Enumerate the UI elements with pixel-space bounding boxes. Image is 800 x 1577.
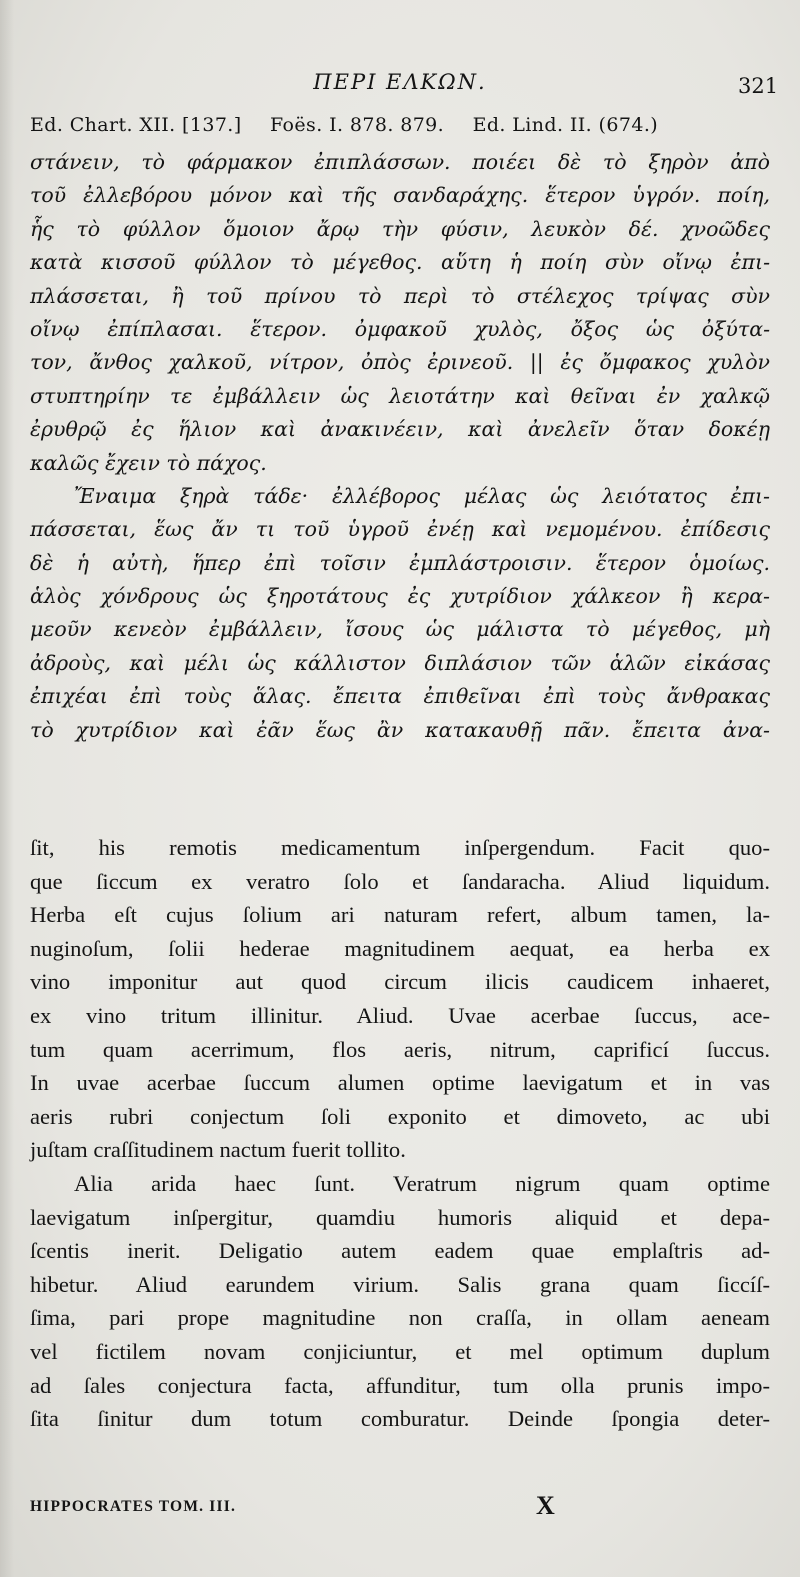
latin-line: vel fictilem novam conjiciuntur, et mel optimum duplum: [30, 1338, 770, 1364]
greek-line: τὸ χυτρίδιον καὶ ἐᾶν ἕως ἂν κατακαυθῇ πᾶν. ἔπειτα ἀνα-: [30, 717, 770, 742]
greek-line: τον, ἄνθος χαλκοῦ, νίτρον, ὀπὸς ἐρινεοῦ. || ἐς ὄμφακος χυλὸν: [30, 350, 770, 375]
latin-line: aeris rubri conjectum ſoli exponito et dimoveto, ac ubi: [30, 1103, 770, 1129]
latin-line: ex vino tritum illinitur. Aliud. Uvae acerbae ſuccus, ace-: [30, 1002, 770, 1028]
latin-line: nuginoſum, ſolii hederae magnitudinem aequat, ea herba ex: [30, 935, 770, 961]
greek-line: τοῦ ἐλλεβόρου μόνον καὶ τῆς σανδαράχης. ἕτερον ὑγρόν. ποίη,: [30, 183, 770, 208]
signature-mark: X: [536, 1491, 555, 1520]
greek-line: ἐπιχέαι ἐπὶ τοὺς ἅλας. ἔπειτα ἐπιθεῖναι ἐπὶ τοὺς ἄνθρακας: [30, 684, 770, 709]
greek-line: Ἔναιμα ξηρὰ τάδε· ἐλλέβορος μέλας ὡς λειότατος ἐπι-: [74, 483, 770, 508]
printer-signature: HIPPOCRATES TOM. III.: [30, 1498, 237, 1515]
latin-line: Alia arida haec ſunt. Veratrum nigrum quam optime: [74, 1170, 770, 1196]
edition-references: [30, 114, 770, 136]
greek-line: ἁλὸς χόνδρους ὡς ξηροτάτους ἐς χυτρίδιον χάλκεον ἢ κερα-: [30, 584, 770, 609]
latin-line: ſit, his remotis medicamentum inſpergendum. Facit quo-: [30, 835, 770, 860]
latin-line: ſcentis inerit. Deligatio autem eadem quae emplaſtris ad-: [30, 1238, 770, 1264]
greek-line: μεοῦν κενεὸν ἐμβάλλειν, ἴσους ὡς μάλιστα τὸ μέγεθος, μὴ: [30, 617, 770, 642]
greek-line: κατὰ κισσοῦ φύλλον τὸ μέγεθος. αὕτη ἡ ποίη σὺν οἴνῳ ἐπι-: [30, 250, 770, 275]
greek-line: στάνειν, τὸ φάρμακον ἐπιπλάσσων. ποιέει δὲ τὸ ξηρὸν ἀπὸ: [30, 150, 770, 174]
latin-line: hibetur. Aliud earundem virium. Salis grana quam ſiccíſ-: [30, 1271, 770, 1297]
latin-line: que ſiccum ex veratro ſolo et ſandaracha. Aliud liquidum.: [30, 868, 770, 894]
chart-edition-ref: Ed. Chart. XII. [137.]: [30, 114, 242, 136]
greek-line: δὲ ἡ αὐτὴ, ἥπερ ἐπὶ τοῖσιν ἐμπλάστροισιν. ἕτερον ὁμοίως.: [30, 550, 770, 575]
greek-line: πλάσσεται, ἢ τοῦ πρίνου τὸ περὶ τὸ στέλεχος τρίψας σὺν: [30, 283, 770, 308]
greek-line: καλῶς ἔχειν τὸ πάχος.: [30, 450, 267, 475]
running-title: ΠΕΡΙ ΕΛΚΩΝ.: [313, 70, 487, 94]
latin-line: ſima, pari prope magnitudine non craſſa, in ollam aeneam: [30, 1305, 770, 1331]
latin-line: In uvae acerbae ſuccum alumen optime laevigatum et in vas: [30, 1070, 770, 1096]
linden-edition-ref: Ed. Lind. II. (674.): [472, 114, 659, 136]
latin-line: ad ſales conjectura facta, affunditur, tum olla prunis impo-: [30, 1372, 770, 1398]
latin-line: Herba eſt cujus ſolium ari naturam refert, album tamen, la-: [30, 902, 770, 928]
greek-line: ἧς τὸ φύλλον ὅμοιον ἄρῳ τὴν φύσιν, λευκὸν δέ. χνοῶδες: [30, 216, 770, 241]
greek-line: πάσσεται, ἕως ἄν τι τοῦ ὑγροῦ ἐνέῃ καὶ νεμομένου. ἐπίδεσις: [30, 517, 770, 542]
greek-text-block: [30, 146, 770, 747]
greek-line: οἴνῳ ἐπίπλασαι. ἕτερον. ὀμφακοῦ χυλὸς, ὄξος ὡς ὀξύτα-: [30, 316, 770, 341]
foesius-edition-ref: Foës. I. 878. 879.: [270, 114, 445, 136]
greek-line: ἐρυθρῷ ἐς ἥλιον καὶ ἀνακινέειν, καὶ ἀνελεῖν ὅταν δοκέῃ: [30, 417, 770, 442]
latin-text-block: [30, 831, 770, 1436]
greek-line: στυπτηρίην τε ἐμβάλλειν ὡς λειοτάτην καὶ θεῖναι ἐν χαλκῷ: [30, 383, 770, 408]
page-number: 321: [738, 74, 779, 98]
latin-line: tum quam acerrimum, flos aeris, nitrum, caprificí ſuccus.: [30, 1036, 770, 1062]
greek-line: ἀδροὺς, καὶ μέλι ὡς κάλλιστον διπλάσιον τῶν ἁλῶν εἰκάσας: [30, 650, 770, 675]
latin-line: laevigatum inſpergitur, quamdiu humoris aliquid et depa-: [30, 1204, 770, 1230]
latin-line: vino imponitur aut quod circum ilicis caudicem inhaeret,: [30, 969, 770, 995]
latin-line: juſtam craſſitudinem nactum fuerit tollito.: [30, 1137, 406, 1163]
latin-line: ſita ſinitur dum totum comburatur. Deinde ſpongia deter-: [30, 1406, 770, 1432]
